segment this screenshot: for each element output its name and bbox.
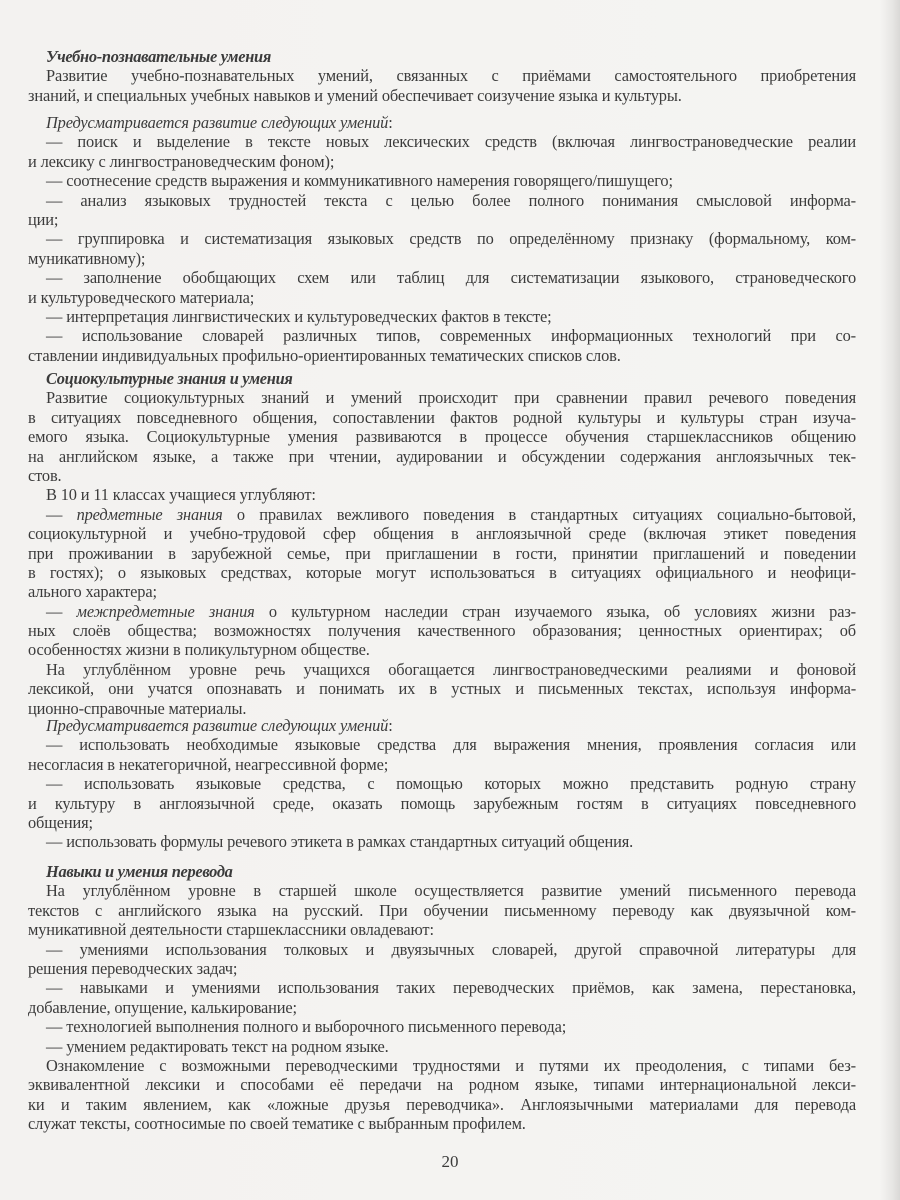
line-text: Навыки и умения перевода bbox=[46, 862, 233, 881]
italic-term: Предусматривается развитие следующих умений bbox=[46, 716, 389, 735]
line-text: при проживании в зарубежной семье, при приглашении в гости, принятии приглашений и поведении bbox=[28, 543, 856, 563]
italic-term: Предусматривается развитие следующих умений bbox=[46, 113, 389, 132]
text-line bbox=[28, 832, 856, 851]
line-text: и лексику с лингвострановедческим фоном); bbox=[28, 151, 335, 171]
text-line bbox=[28, 621, 856, 640]
line-text: несогласия в некатегоричной, неагрессивной форме; bbox=[28, 754, 389, 774]
line-text: добавление, опущение, калькирование; bbox=[28, 997, 297, 1017]
text-line bbox=[28, 66, 856, 85]
line-text: ставлении индивидуальных профильно-ориентированных тематических списков слов. bbox=[28, 345, 621, 365]
text-line bbox=[28, 466, 856, 485]
line-text: : bbox=[388, 113, 393, 132]
section-sociocultural bbox=[28, 369, 856, 718]
text-line bbox=[28, 920, 856, 939]
text-line bbox=[28, 679, 856, 698]
line-text: особенностях жизни в поликультурном обществе. bbox=[28, 640, 370, 660]
section-heading bbox=[28, 862, 856, 881]
line-text: о правилах вежливого поведения в стандартных ситуациях социально-бытовой, bbox=[222, 504, 856, 524]
text-line bbox=[28, 660, 856, 679]
line-text: — умением редактировать текст на родном языке. bbox=[46, 1036, 389, 1056]
text-line bbox=[28, 86, 856, 105]
text-line bbox=[28, 1075, 856, 1094]
line-text: ционно-справочные материалы. bbox=[28, 698, 247, 718]
line-text: в гостях); о языковых средствах, которые могут использоваться в ситуациях официального и неофици- bbox=[28, 562, 856, 582]
section-translation bbox=[28, 862, 856, 1133]
line-text: ции; bbox=[28, 209, 59, 229]
text-line bbox=[28, 959, 856, 978]
text-line bbox=[28, 288, 856, 307]
text-line bbox=[28, 191, 856, 210]
line-text: Развитие учебно-познавательных умений, связанных с приёмами самостоятельного приобретения bbox=[46, 66, 856, 86]
line-text: муникативному); bbox=[28, 248, 146, 268]
text-line bbox=[28, 408, 856, 427]
line-text: — заполнение обобщающих схем или таблиц для систематизации языкового, страноведческого bbox=[46, 268, 856, 288]
text-line bbox=[28, 735, 856, 754]
line-text: — поиск и выделение в тексте новых лексических средств (включая лингвострановедческие реалии bbox=[46, 132, 856, 152]
line-text: и культуроведческого материала; bbox=[28, 287, 255, 307]
line-text: — использовать формулы речевого этикета в рамках стандартных ситуаций общения. bbox=[46, 832, 634, 852]
text-line bbox=[28, 1017, 856, 1036]
text-line bbox=[28, 505, 856, 524]
line-text: — группировка и систематизация языковых средств по определённому признаку (формальному, ком- bbox=[46, 229, 856, 249]
text-line bbox=[28, 602, 856, 621]
text-line bbox=[28, 978, 856, 997]
italic-term: предметные знания bbox=[76, 504, 223, 524]
italic-term: межпредметные знания bbox=[76, 601, 255, 621]
line-text: : bbox=[388, 716, 393, 735]
text-line bbox=[28, 249, 856, 268]
dash: — bbox=[46, 504, 77, 524]
line-text: текстов с английского языка на русский. При обучении письменному переводу как двуязычной ком- bbox=[28, 900, 856, 920]
line-text: Учебно-познавательные умения bbox=[46, 47, 271, 66]
text-line bbox=[28, 640, 856, 659]
text-line bbox=[28, 794, 856, 813]
line-text: и культуру в англоязычной среде, оказать помощь зарубежным гостям в ситуациях повседневного bbox=[28, 793, 856, 813]
text-line bbox=[28, 1095, 856, 1114]
text-line bbox=[28, 582, 856, 601]
text-line bbox=[28, 132, 856, 151]
text-line bbox=[28, 1037, 856, 1056]
text-line bbox=[28, 881, 856, 900]
text-line bbox=[28, 346, 856, 365]
line-text: эквивалентной лексики и способами её передачи на родном языке, типами интернациональной лекси- bbox=[28, 1075, 856, 1095]
line-text: — навыками и умениями использования таких переводческих приёмов, как замена, перестановка, bbox=[46, 978, 856, 998]
text-line bbox=[28, 485, 856, 504]
text-line bbox=[28, 427, 856, 446]
text-line bbox=[28, 307, 856, 326]
text-line bbox=[28, 152, 856, 171]
text-line bbox=[28, 813, 856, 832]
dash: — bbox=[46, 601, 77, 621]
line-text: — анализ языковых трудностей текста с целью более полного понимания смысловой информа- bbox=[46, 190, 856, 210]
skills-list-1 bbox=[28, 113, 856, 365]
text-line bbox=[28, 1114, 856, 1133]
line-text: — технологией выполнения полного и выборочного письменного перевода; bbox=[46, 1017, 567, 1037]
text-line bbox=[28, 544, 856, 563]
line-text: о культурном наследии стран изучаемого языка, об условиях жизни раз- bbox=[254, 601, 856, 621]
line-text: — интерпретация лингвистических и культуроведческих фактов в тексте; bbox=[46, 306, 552, 326]
line-text: — соотнесение средств выражения и коммуникативного намерения говорящего/пишущего; bbox=[46, 171, 673, 191]
text-line bbox=[28, 171, 856, 190]
text-line bbox=[28, 563, 856, 582]
text-line bbox=[28, 998, 856, 1017]
section-learning-skills bbox=[28, 47, 856, 105]
text-line bbox=[28, 268, 856, 287]
line-text: На углублённом уровне в старшей школе осуществляется развитие умений письменного перевода bbox=[46, 881, 856, 901]
line-text: решения переводческих задач; bbox=[28, 958, 238, 978]
line-text: стов. bbox=[28, 465, 62, 485]
text-line bbox=[28, 524, 856, 543]
line-text: — использовать языковые средства, с помощью которых можно представить родную страну bbox=[46, 774, 856, 794]
line-text: — умениями использования толковых и двуязычных словарей, другой справочной литературы для bbox=[46, 939, 856, 959]
text-line bbox=[28, 1056, 856, 1075]
text-line bbox=[28, 901, 856, 920]
line-text: знаний, и специальных учебных навыков и умений обеспечивает соизучение языка и культуры. bbox=[28, 85, 682, 105]
text-line bbox=[28, 210, 856, 229]
line-text: В 10 и 11 классах учащиеся углубляют: bbox=[46, 485, 316, 505]
line-text: ки и таким явлением, как «ложные друзья переводчика». Англоязычными материалами для перевода bbox=[28, 1094, 856, 1114]
text-line bbox=[28, 447, 856, 466]
text-line bbox=[28, 326, 856, 345]
line-text: лексикой, они учатся опознавать и понимать их в устных и письменных текстах, используя информа- bbox=[28, 679, 856, 699]
text-line bbox=[28, 774, 856, 793]
line-text: Развитие социокультурных знаний и умений происходит при сравнении правил речевого поведения bbox=[46, 388, 856, 408]
text-line bbox=[28, 940, 856, 959]
line-text: общения; bbox=[28, 812, 93, 832]
line-text: служат тексты, соотносимые по своей тематике с выбранным профилем. bbox=[28, 1114, 526, 1134]
line-text: емого языка. Социокультурные умения развиваются в процессе обучения старшеклассников общению bbox=[28, 427, 856, 447]
section-heading bbox=[28, 47, 856, 66]
section-heading bbox=[28, 369, 856, 388]
line-text: Социокультурные знания и умения bbox=[46, 369, 293, 388]
line-text: ального характера; bbox=[28, 582, 157, 602]
page-number: 20 bbox=[441, 1152, 459, 1171]
text-line bbox=[28, 755, 856, 774]
text-line bbox=[28, 113, 856, 132]
text-line bbox=[28, 388, 856, 407]
line-text: на английском языке, а также при чтении, аудировании и обсуждении содержания англоязычных тек- bbox=[28, 446, 856, 466]
line-text: Ознакомление с возможными переводческими трудностями и путями их преодоления, с типами без- bbox=[46, 1055, 856, 1075]
line-text: в ситуациях повседневного общения, сопоставлении фактов родной культуры и культуры стран изуча- bbox=[28, 407, 856, 427]
line-text: муникативной деятельности старшеклассники овладевают: bbox=[28, 920, 434, 940]
line-text: — использовать необходимые языковые средства для выражения мнения, проявления согласия или bbox=[46, 735, 856, 755]
line-text: социокультурной и учебно-трудовой сфер общения в англоязычной среде (включая этикет поведения bbox=[28, 524, 856, 544]
line-text: ных слоёв общества; возможностях получения качественного образования; ценностных ориентирах; об bbox=[28, 621, 856, 641]
skills-list-2 bbox=[28, 716, 856, 852]
text-line bbox=[28, 229, 856, 248]
line-text: На углублённом уровне речь учащихся обогащается лингвострановедческими реалиями и фоновой bbox=[46, 659, 856, 679]
line-text: — использование словарей различных типов, современных информационных технологий при со- bbox=[46, 326, 856, 346]
text-line bbox=[28, 716, 856, 735]
